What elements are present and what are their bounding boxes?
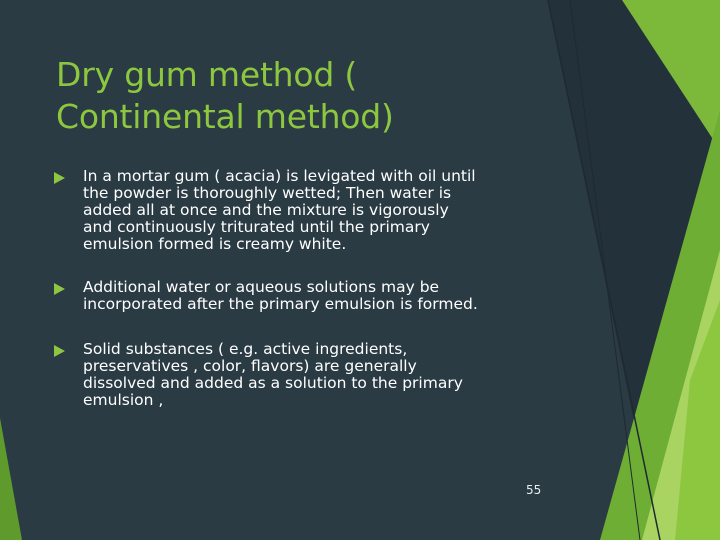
- bullet-item-2: [54, 279, 554, 313]
- bullet-1-line-4: and continuously triturated until the primary: [83, 218, 430, 236]
- bullet-1-line-2: the powder is thoroughly wetted; Then water is: [83, 184, 452, 202]
- bullet-list: [54, 168, 554, 435]
- bullet-1-line-5: emulsion formed is creamy white.: [83, 235, 347, 253]
- arrow-bullet-icon: [54, 283, 65, 295]
- slide-title: [56, 54, 516, 138]
- bullet-3-line-1: Solid substances ( e.g. active ingredients,: [83, 340, 408, 358]
- title-line-1: Dry gum method (: [56, 55, 358, 94]
- bullet-1-line-1: In a mortar gum ( acacia) is levigated with oil until: [83, 167, 476, 185]
- page-number: 55: [526, 483, 542, 497]
- left-green-facet: [0, 418, 22, 540]
- title-line-2: Continental method): [56, 97, 394, 136]
- bullet-3-line-2: preservatives , color, flavors) are generally: [83, 357, 417, 375]
- arrow-bullet-icon: [54, 345, 65, 357]
- bullet-3-line-3: dissolved and added as a solution to the primary: [83, 374, 463, 392]
- bullet-item-1: [54, 168, 554, 253]
- bullet-item-3: [54, 341, 554, 409]
- bullet-2-line-2: incorporated after the primary emulsion is formed.: [83, 295, 478, 313]
- bullet-1-line-3: added all at once and the mixture is vigorously: [83, 201, 449, 219]
- arrow-bullet-icon: [54, 172, 65, 184]
- bullet-2-line-1: Additional water or aqueous solutions may be: [83, 278, 440, 296]
- bullet-3-line-4: emulsion ,: [83, 391, 164, 409]
